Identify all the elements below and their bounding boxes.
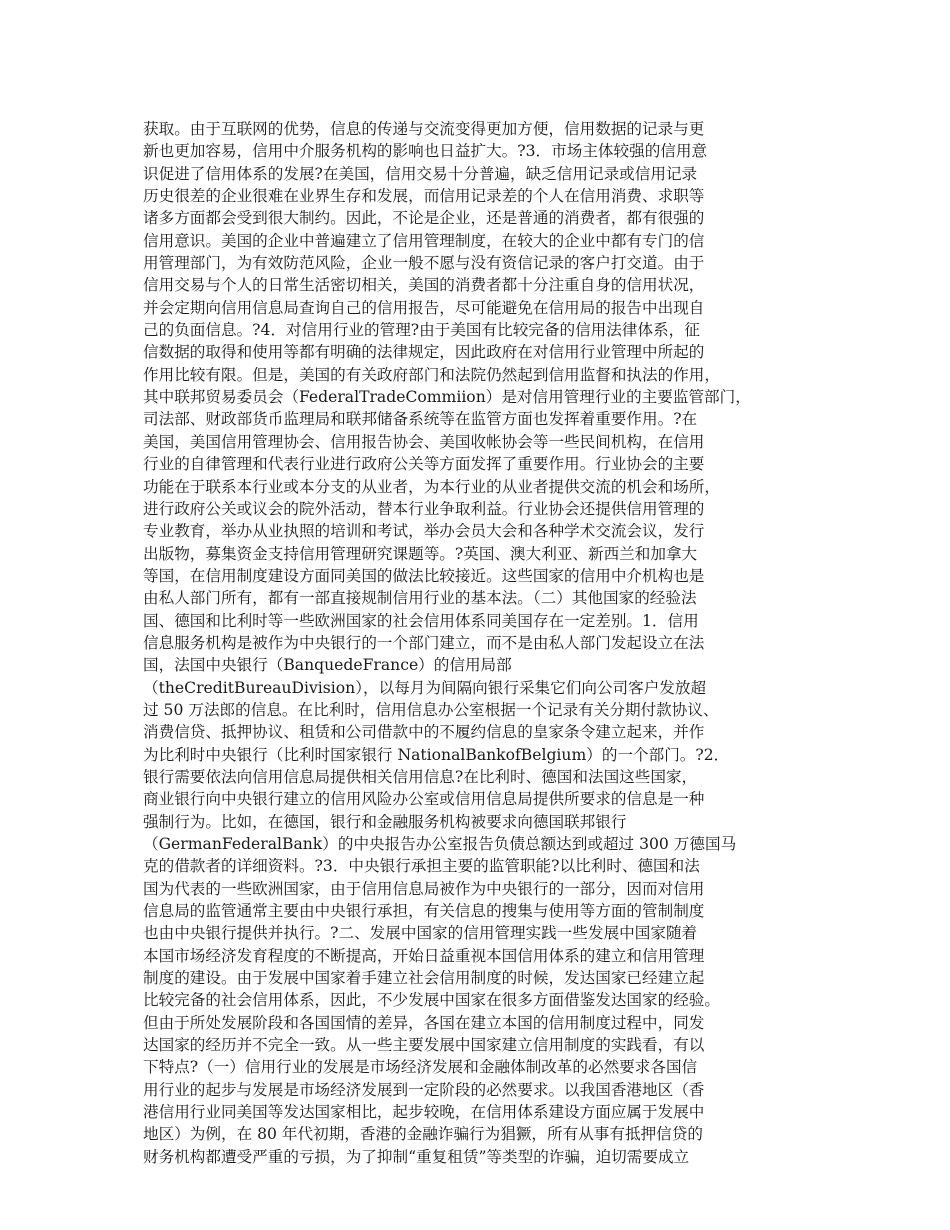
text-line: 财务机构都遭受严重的亏损，为了抑制“重复租赁”等类型的诈骗，迫切需要成立 [143,1147,690,1166]
text-line: 用行业的起步与发展是市场经济发展到一定阶段的必然要求。以我国香港地区（香 [143,1080,705,1099]
text-line: 信用意识。美国的企业中普遍建立了信用管理制度，在较大的企业中都有专门的信 [143,231,705,250]
text-line: 获取。由于互联网的优势，信息的传递与交流变得更加方便，信用数据的记录与更 [143,120,705,138]
text-line: 本国市场经济发育程度的不断提高，开始日益重视本国信用体系的建立和信用管理 [143,946,705,965]
text-line: 诸多方面都会受到很大制约。因此，不论是企业，还是普通的消费者，都有很强的 [143,209,705,228]
text-line: 信用交易与个人的日常生活密切相关，美国的消费者都十分注重自身的信用状况， [143,276,705,295]
body-text [143,118,833,1168]
text-line: 识促进了信用体系的发展?在美国，信用交易十分普遍，缺乏信用记录或信用记录 [143,164,698,183]
text-line: 美国，美国信用管理协会、信用报告协会、美国收帐协会等一些民间机构，在信用 [143,432,705,451]
text-line: 出版物，募集资金支持信用管理研究课题等。?英国、澳大利亚、新西兰和加拿大 [143,544,698,563]
text-line: 等国，在信用制度建设方面同美国的做法比较接近。这些国家的信用中介机构也是 [143,566,705,585]
text-line: 信数据的取得和使用等都有明确的法律规定，因此政府在对信用行业管理中所起的 [143,343,705,362]
text-line: 国，法国中央银行（BanquedeFrance）的信用局部 [143,656,512,675]
text-line: 进行政府公关或议会的院外活动，替本行业争取利益。行业协会还提供信用管理的 [143,499,705,518]
text-line: 地区）为例，在 80 年代初期，香港的金融诈骗行为猖獗，所有从事有抵押信贷的 [143,1125,703,1144]
text-line: 司法部、财政部货币监理局和联邦储备系统等在监管方面也发挥着重要作用。?在 [143,410,698,429]
text-line: 商业银行向中央银行建立的信用风险办公室或信用信息局提供所要求的信息是一种 [143,790,705,809]
text-line: 新也更加容易，信用中介服务机构的影响也日益扩大。?3．市场主体较强的信用意 [143,142,708,161]
text-line: 用管理部门，为有效防范风险，企业一般不愿与没有资信记录的客户打交道。由于 [143,254,705,273]
text-line: 国、德国和比利时等一些欧洲国家的社会信用体系同美国存在一定差别。1．信用 [143,611,699,630]
text-line: 国为代表的一些欧洲国家，由于信用信息局被作为中央银行的一部分，因而对信用 [143,879,705,898]
text-line: （theCreditBureauDivision），以每月为间隔向银行采集它们向公司客户发放超 [143,678,707,697]
text-line: 信息服务机构是被作为中央银行的一个部门建立，而不是由私人部门发起设立在法 [143,633,705,652]
text-line: 己的负面信息。?4．对信用行业的管理?由于美国有比较完备的信用法律体系，征 [143,321,700,340]
text-line: （GermanFederalBank）的中央报告办公室报告负债总额达到或超过 300 万德国马 [143,835,737,853]
text-line: 历史很差的企业很难在业界生存和发展，而信用记录差的个人在信用消费、求职等 [143,187,705,206]
text-line: 行业的自律管理和代表行业进行政府公关等方面发挥了重要作用。行业协会的主要 [143,455,705,474]
text-line: 克的借款者的详细资料。?3．中央银行承担主要的监管职能?以比利时、德国和法 [143,857,700,876]
text-line: 比较完备的社会信用体系，因此，不少发展中国家在很多方面借鉴发达国家的经验。 [143,991,720,1010]
text-line: 功能在于联系本行业或本分支的从业者，为本行业的从业者提供交流的机会和场所， [143,477,720,496]
text-line: 达国家的经历并不完全一致。从一些主要发展中国家建立信用制度的实践看，有以 [143,1036,705,1055]
text-line: 也由中央银行提供并执行。?二、发展中国家的信用管理实践一些发展中国家随着 [143,924,698,943]
text-line: 港信用行业同美国等发达国家相比，起步较晚，在信用体系建设方面应属于发展中 [143,1103,705,1122]
text-line: 其中联邦贸易委员会（FederalTradeCommiion）是对信用管理行业的主要监管部门， [143,388,751,407]
text-line: 并会定期向信用信息局查询自己的信用报告，尽可能避免在信用局的报告中出现自 [143,298,705,317]
text-line: 作用比较有限。但是，美国的有关政府部门和法院仍然起到信用监督和执法的作用， [143,365,720,384]
text-line: 银行需要依法向信用信息局提供相关信用信息?在比利时、德国和法国这些国家， [143,767,698,786]
text-line: 为比利时中央银行（比利时国家银行 NationalBankofBelgium）的一个部门。?2． [143,745,730,764]
text-line: 消费信贷、抵押协议、租赁和公司借款中的不履约信息的皇家条令建立起来，并作 [143,723,705,742]
text-line: 制度的建设。由于发展中国家着手建立社会信用制度的时候，发达国家已经建立起 [143,969,705,988]
text-line: 过 50 万法郎的信息。在比利时，信用信息办公室根据一个记录有关分期付款协议、 [143,700,719,719]
text-line: 信息局的监管通常主要由中央银行承担，有关信息的搜集与使用等方面的管制制度 [143,902,705,921]
text-line: 由私人部门所有，都有一部直接规制信用行业的基本法。（二）其他国家的经验法 [143,589,697,608]
text-line: 下特点?（一）信用行业的发展是市场经济发展和金融体制改革的必然要求各国信 [143,1058,698,1077]
text-line: 强制行为。比如，在德国，银行和金融服务机构被要求向德国联邦银行 [143,812,627,831]
text-line: 但由于所处发展阶段和各国国情的差异，各国在建立本国的信用制度过程中，同发 [143,1013,705,1032]
text-line: 专业教育，举办从业执照的培训和考试，举办会员大会和各种学术交流会议，发行 [143,522,705,541]
